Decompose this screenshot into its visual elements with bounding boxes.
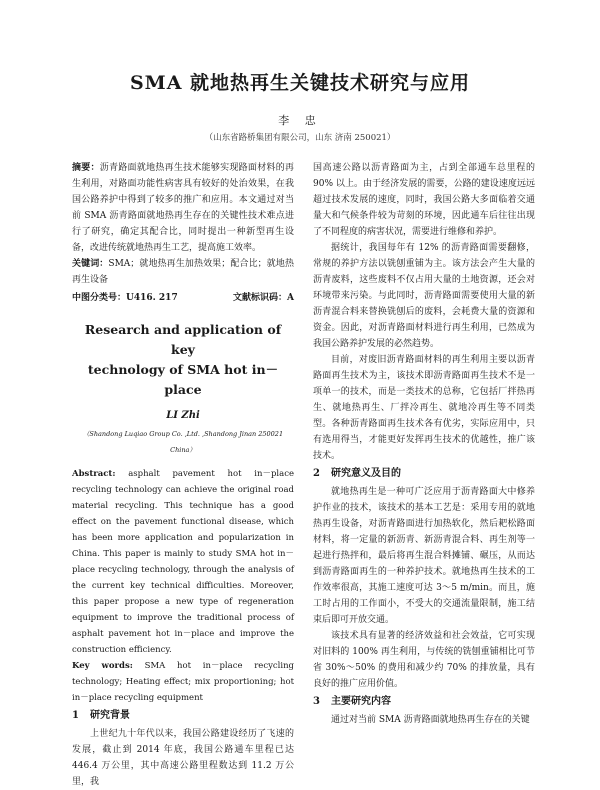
keywords-label: 关键词： xyxy=(72,259,109,269)
clc-label: 中图分类号： xyxy=(72,293,127,303)
body-paragraph-4: 就地热再生是一种可广泛应用于沥青路面大中修养护作业的技术，该技术的基本工艺是：采用专用的就地热再生设备，对沥青路面进行加热软化，然后耙松路面材料，将一定量的新沥青、新沥青混合料、再生剂等一起进行热拌和，最后将再生混合料摊铺、碾压，从而达到沥青路面再生的一种养护技术。就地热再生技术的工作效率很高，其施工速度可达 3～5 m/min。而且，施工时占用的工作面小，不受大的交通流量限制，施工结束后即可开放交通。 xyxy=(313,487,535,625)
section-1-heading xyxy=(72,708,294,724)
classification-row xyxy=(72,290,294,306)
english-title-line-1: Research and application of key xyxy=(84,322,282,357)
clc-field xyxy=(72,290,178,306)
body-paragraph-6: 通过对当前 SMA 沥青路面就地热再生存在的关键 xyxy=(331,715,530,725)
body-paragraph-5: 该技术具有显著的经济效益和社会效益，它可实现对旧料的 100% 再生利用，与传统的铣刨重铺相比可节省 30%～50% 的费用和减少约 70% 的排放量，具有良好的推广应用价值。 xyxy=(313,631,535,689)
keywords-text: SMA；就地热再生加热效果；配合比；就地热再生设备 xyxy=(72,259,294,285)
english-keywords xyxy=(72,658,294,706)
abstract-label: 摘要： xyxy=(72,163,100,173)
english-abstract xyxy=(72,466,294,658)
abstract-text: 沥青路面就地热再生技术能够实现路面材料的再生利用，对路面功能性病害具有较好的处治效果，在我国公路养护中得到了较多的推广和应用。本文通过对当前 SMA 沥青路面就地热再生存在的关键性技术难点进行了研究，确定其配合比，同时提出一种新型再生设备，改进传统就地热再生工艺，提高施工效率。 xyxy=(72,163,294,253)
section-1-paragraph: 上世纪九十年代以来，我国公路建设经历了飞速的发展，截止到 2014 年底，我国公路通车里程已达 446.4 万公里，其中高速公路里程数达到 11.2 万公里，我 xyxy=(72,729,294,787)
keywords-paragraph xyxy=(72,256,294,288)
section-2-title: 研究意义及目的 xyxy=(331,468,401,479)
english-affiliation: （Shandong Luqiao Group Co. ,Ltd. ,Shandong Jinan 250021 China） xyxy=(82,430,284,454)
body-paragraph-1: 国高速公路以沥青路面为主，占到全部通车总里程的 90% 以上。由于经济发展的需要，公路的建设速度远远超过技术发展的速度，同时，我国公路大多面临着交通量大和气候条件较为苛刻的环境，因此通车后往往出现了不同程度的病害状况，需要进行维修和养护。 xyxy=(313,163,535,237)
english-author: LI Zhi xyxy=(166,410,200,421)
body-paragraph-2: 据统计，我国每年有 12% 的沥青路面需要翻修，常规的养护方法以铣刨重铺为主。该方法会产生大量的沥青废料，这些废料不仅占用大量的土地资源，还会对环境带来污染。与此同时，沥青路面需要使用大量的新沥青混合料来替换铣刨后的废料，会耗费大量的资源和资金。因此，对沥青路面材料进行再生利用，已然成为我国公路养护发展的必然趋势。 xyxy=(313,243,535,349)
doc-code-field xyxy=(233,290,294,306)
english-keywords-label: Key words: xyxy=(72,661,133,671)
section-2-heading xyxy=(313,466,535,482)
english-title-line-2: technology of SMA hot in－place xyxy=(87,362,279,397)
section-2-number: 2 xyxy=(313,468,320,479)
paper-title: SMA 就地热再生关键技术研究与应用 xyxy=(129,72,471,94)
doc-code-value: A xyxy=(287,293,294,303)
section-1-number: 1 xyxy=(72,710,79,721)
english-keywords-text: SMA hot in－place recycling technology; Heating effect; mix proportioning; hot in－place recycling equipment xyxy=(72,661,295,703)
left-column xyxy=(72,160,294,790)
right-column xyxy=(313,160,535,728)
section-1-title: 研究背景 xyxy=(90,710,130,721)
body-paragraph-3: 目前，对废旧沥青路面材料的再生利用主要以沥青路面再生技术为主，该技术即沥青路面再生技术不是一项单一的技术，而是一类技术的总称，它包括厂拌热再生、就地热再生、厂拌冷再生、就地冷再生等不同类型。各种沥青路面再生技术各有优劣，实际应用中，只有选用得当，才能更好发挥再生技术的优越性，推广该技术。 xyxy=(313,355,535,461)
english-abstract-text: asphalt pavement hot in－place recycling technology can achieve the original road material recycling. This technique has a good effect on the pavement functional disease, which has been more application and popularization in China. This paper is mainly to study SMA hot in－place recycling technology, through the analysis of the current key technical difficulties. Moreover, this paper propose a new type of regeneration equipment to improve the traditional process of asphalt pavement hot in－place and improve the construction efficiency. xyxy=(72,469,294,655)
author-name: 李 忠 xyxy=(278,114,322,127)
english-title xyxy=(72,320,294,400)
section-3-heading xyxy=(313,694,535,710)
author-affiliation: （山东省路桥集团有限公司，山东 济南 250021） xyxy=(204,133,396,143)
abstract-paragraph xyxy=(72,160,294,256)
section-3-number: 3 xyxy=(313,696,320,707)
section-3-title: 主要研究内容 xyxy=(331,696,391,707)
english-abstract-label: Abstract: xyxy=(72,469,116,479)
doc-code-label: 文献标识码： xyxy=(233,293,288,303)
clc-value: U416. 217 xyxy=(126,293,178,303)
